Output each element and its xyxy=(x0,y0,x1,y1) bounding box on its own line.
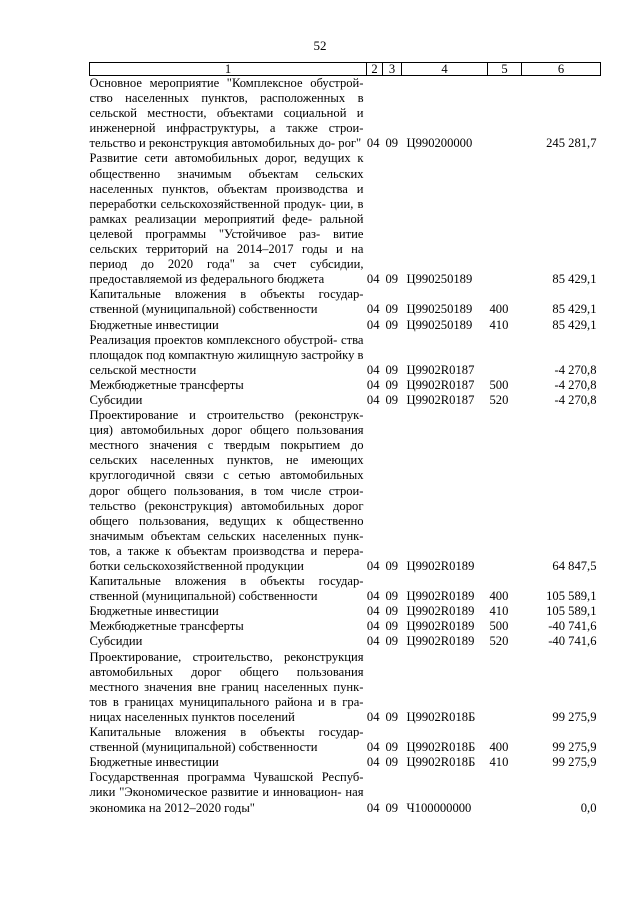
item-name-line: Основное мероприятие "Комплексное обустрой- xyxy=(89,76,364,90)
expense-type-code: 400 xyxy=(489,302,509,317)
item-name-line: автомобильных дорог общего пользования xyxy=(89,664,364,679)
item-name xyxy=(90,76,367,152)
section-code: 04 xyxy=(366,755,380,770)
amount: -40 741,6 xyxy=(548,619,597,634)
item-name-line: Межбюджетные трансферты xyxy=(89,377,244,392)
expense-type-code: 520 xyxy=(489,392,509,407)
subsection-code: 09 xyxy=(385,604,399,619)
section-code: 04 xyxy=(366,377,380,392)
table-row xyxy=(90,725,601,755)
target-article-code: Ч100000000 xyxy=(406,800,472,815)
expense-type-code xyxy=(488,151,522,287)
item-name-line: круглогодичной связи с сетью автомобильных xyxy=(89,468,364,483)
section-code: 04 xyxy=(366,619,380,634)
subsection-code: 09 xyxy=(385,634,399,649)
header-col-3: 3 xyxy=(383,63,402,76)
table-row xyxy=(90,634,601,649)
item-name-line: Межбюджетные трансферты xyxy=(89,619,244,634)
table-row xyxy=(90,408,601,574)
item-name-line: тов, а также к объектам производства и перера- xyxy=(89,543,364,558)
item-name xyxy=(90,650,367,725)
item-name xyxy=(90,378,367,393)
subsection-code: 09 xyxy=(385,392,399,407)
item-name-line: населенных пунктов, объектам производства xyxy=(89,181,348,196)
section-code: 04 xyxy=(366,604,380,619)
table-row xyxy=(90,333,601,378)
subsection-code: 09 xyxy=(385,377,399,392)
subsection-code: 09 xyxy=(385,272,399,287)
item-name-line: Бюджетные инвестиции xyxy=(89,755,219,770)
target-article-code: Ц9902R018Б xyxy=(406,755,476,770)
table-row xyxy=(90,151,601,287)
item-name-line: застройку в сельской местности xyxy=(89,347,364,377)
item-name-line: ницах населенных пунктов поселений xyxy=(89,709,295,724)
table-body xyxy=(90,76,601,816)
item-name xyxy=(90,725,367,755)
subsection-code: 09 xyxy=(385,362,399,377)
item-name-line: местного значения с твердым покрытием до xyxy=(89,438,364,453)
target-article-code: Ц9902R0189 xyxy=(406,559,475,573)
amount: 85 429,1 xyxy=(552,302,597,317)
subsection-code: 09 xyxy=(385,317,399,332)
section-code: 04 xyxy=(366,362,380,377)
header-col-6: 6 xyxy=(522,63,601,76)
item-name-line: и на период до 2020 года" за счет субсидии, xyxy=(89,242,364,272)
target-article-code: Ц9902R0187 xyxy=(406,377,475,392)
amount: -4 270,8 xyxy=(554,362,597,377)
expense-type-code xyxy=(488,770,522,815)
section-code: 04 xyxy=(366,272,380,287)
item-name-line: ства площадок под компактную жилищную xyxy=(89,332,364,362)
item-name xyxy=(90,604,367,619)
item-name-line: предоставляемой из федерального бюджета xyxy=(89,272,325,287)
header-col-4: 4 xyxy=(402,63,488,76)
amount: 99 275,9 xyxy=(552,709,597,724)
table-row xyxy=(90,650,601,725)
header-row xyxy=(90,63,601,76)
target-article-code: Ц9902R0187 xyxy=(406,362,475,377)
item-name-line: дорог общего пользования, в том числе строи- xyxy=(89,483,364,498)
target-article-code: Ц990250189 xyxy=(406,272,473,287)
item-name-line: и переработки сельскохозяйственной продук- xyxy=(89,181,364,211)
target-article-code: Ц9902R018Б xyxy=(406,740,476,755)
item-name-line: общего пользования, ведущих к общественно xyxy=(89,513,364,528)
item-name-line: Капитальные вложения в объекты государ- xyxy=(89,287,364,302)
section-code: 04 xyxy=(366,634,380,649)
header-col-2: 2 xyxy=(367,63,383,76)
amount: 105 589,1 xyxy=(546,604,597,619)
item-name xyxy=(90,770,367,815)
page-number: 52 xyxy=(313,38,327,53)
subsection-code: 09 xyxy=(385,559,399,573)
amount: -40 741,6 xyxy=(548,634,597,649)
target-article-code: Ц9902R018Б xyxy=(406,709,476,724)
table-row xyxy=(90,378,601,393)
table-row xyxy=(90,770,601,815)
item-name-line: Субсидии xyxy=(89,634,143,649)
item-name xyxy=(90,619,367,634)
subsection-code: 09 xyxy=(385,589,399,604)
item-name xyxy=(90,634,367,649)
table-row xyxy=(90,287,601,317)
amount: 64 847,5 xyxy=(552,559,597,573)
section-code: 04 xyxy=(366,740,380,755)
table-row xyxy=(90,574,601,604)
item-name-line: Капитальные вложения в объекты государ- xyxy=(89,725,364,740)
item-name-line: витие сельских территорий на 2014–2017 годы xyxy=(89,226,364,257)
item-name xyxy=(90,333,367,378)
target-article-code: Ц990250189 xyxy=(406,317,473,332)
item-name-line: ции, в рамках реализации мероприятий феде- xyxy=(89,196,364,226)
item-name-line: ство населенных пунктов, расположенных xyxy=(89,91,346,106)
table-row xyxy=(90,755,601,770)
amount: 105 589,1 xyxy=(546,589,597,604)
subsection-code: 09 xyxy=(385,136,399,151)
table-row xyxy=(90,76,601,152)
target-article-code: Ц9902R0189 xyxy=(406,604,475,619)
item-name-line: ная экономика на 2012–2020 годы" xyxy=(89,785,364,815)
expense-type-code: 410 xyxy=(489,604,509,619)
item-name-line: тов в границах муниципального района и в гра- xyxy=(89,694,364,709)
expense-type-code xyxy=(488,333,522,378)
target-article-code: Ц990250189 xyxy=(406,302,473,317)
expense-type-code: 500 xyxy=(489,619,509,634)
table-row xyxy=(90,393,601,408)
item-name-line: Государственная программа Чувашской Респуб- xyxy=(89,770,364,785)
item-name xyxy=(90,287,367,317)
item-name-line: ственной (муниципальной) собственности xyxy=(89,589,318,604)
expense-type-code: 400 xyxy=(489,589,509,604)
item-name-line: ботки сельскохозяйственной продукции xyxy=(89,559,304,573)
section-code: 04 xyxy=(366,589,380,604)
target-article-code: Ц9902R0189 xyxy=(406,589,475,604)
item-name xyxy=(90,393,367,408)
item-name-line: Субсидии xyxy=(89,392,143,407)
expense-type-code: 400 xyxy=(489,740,509,755)
item-name-line: местного значения вне границ населенных пунк- xyxy=(89,679,364,694)
expense-type-code xyxy=(488,650,522,725)
target-article-code: Ц9902R0189 xyxy=(406,619,475,634)
subsection-code: 09 xyxy=(385,619,399,634)
budget-table xyxy=(89,62,601,816)
item-name xyxy=(90,318,367,333)
amount: 85 429,1 xyxy=(552,317,597,332)
item-name-line: ственной (муниципальной) собственности xyxy=(89,302,318,317)
item-name xyxy=(90,574,367,604)
expense-type-code: 410 xyxy=(489,317,509,332)
item-name-line: ральной целевой программы "Устойчивое раз- xyxy=(89,211,364,241)
target-article-code: Ц9902R0187 xyxy=(406,392,475,407)
item-name-line: Реализация проектов комплексного обустрой- xyxy=(89,332,338,347)
expense-type-code: 500 xyxy=(489,377,509,392)
item-name-line: Проектирование, строительство, реконструкция xyxy=(89,649,364,664)
amount: 99 275,9 xyxy=(552,755,597,770)
subsection-code: 09 xyxy=(385,302,399,317)
item-name-line: ственной (муниципальной) собственности xyxy=(89,740,318,755)
table-row xyxy=(90,604,601,619)
target-article-code: Ц9902R0189 xyxy=(406,634,475,649)
subsection-code: 09 xyxy=(385,755,399,770)
section-code: 04 xyxy=(366,559,380,573)
section-code: 04 xyxy=(366,317,380,332)
item-name-line: Бюджетные инвестиции xyxy=(89,317,219,332)
item-name xyxy=(90,755,367,770)
section-code: 04 xyxy=(366,136,380,151)
item-name-line: Проектирование и строительство (реконструк- xyxy=(89,408,364,423)
expense-type-code: 410 xyxy=(489,755,509,770)
amount: 85 429,1 xyxy=(552,272,597,287)
header-col-1: 1 xyxy=(90,63,367,76)
item-name-line: Капитальные вложения в объекты государ- xyxy=(89,574,364,589)
table-row xyxy=(90,619,601,634)
item-name-line: в сельской местности, объектами социальной xyxy=(89,91,364,121)
amount: -4 270,8 xyxy=(554,392,597,407)
target-article-code: Ц990200000 xyxy=(406,136,473,151)
item-name-line: лики "Экономическое развитие и инновацион- xyxy=(89,785,342,800)
section-code: 04 xyxy=(366,800,380,815)
item-name-line: ция) автомобильных дорог общего пользования xyxy=(89,423,364,438)
item-name-line: значимым объектам сельских населенных пунк- xyxy=(89,528,364,543)
section-code: 04 xyxy=(366,392,380,407)
subsection-code: 09 xyxy=(385,800,399,815)
amount: 99 275,9 xyxy=(552,740,597,755)
item-name-line: рог" xyxy=(338,136,362,151)
expense-type-code: 520 xyxy=(489,634,509,649)
item-name-line: тельство и реконструкция автомобильных до- xyxy=(89,136,336,151)
item-name-line: и инженерной инфраструктуры, а также строи- xyxy=(89,106,364,136)
item-name xyxy=(90,151,367,287)
subsection-code: 09 xyxy=(385,709,399,724)
amount: 245 281,7 xyxy=(546,136,597,151)
item-name-line: сельских населенных пунктов, не имеющих xyxy=(89,453,364,468)
amount: 0,0 xyxy=(580,800,597,815)
table-row xyxy=(90,318,601,333)
item-name-line: Бюджетные инвестиции xyxy=(89,604,219,619)
item-name-line: тельство (реконструкция) автомобильных дорог xyxy=(89,498,364,513)
expense-type-code xyxy=(488,76,522,152)
table-header xyxy=(90,63,601,76)
expense-type-code xyxy=(488,408,522,574)
subsection-code: 09 xyxy=(385,740,399,755)
amount: -4 270,8 xyxy=(554,377,597,392)
header-col-5: 5 xyxy=(488,63,522,76)
item-name-line: к общественно значимым объектам сельских xyxy=(89,151,364,181)
item-name-line: Развитие сети автомобильных дорог, ведущих xyxy=(89,151,351,166)
item-name xyxy=(90,408,367,574)
section-code: 04 xyxy=(366,709,380,724)
section-code: 04 xyxy=(366,302,380,317)
